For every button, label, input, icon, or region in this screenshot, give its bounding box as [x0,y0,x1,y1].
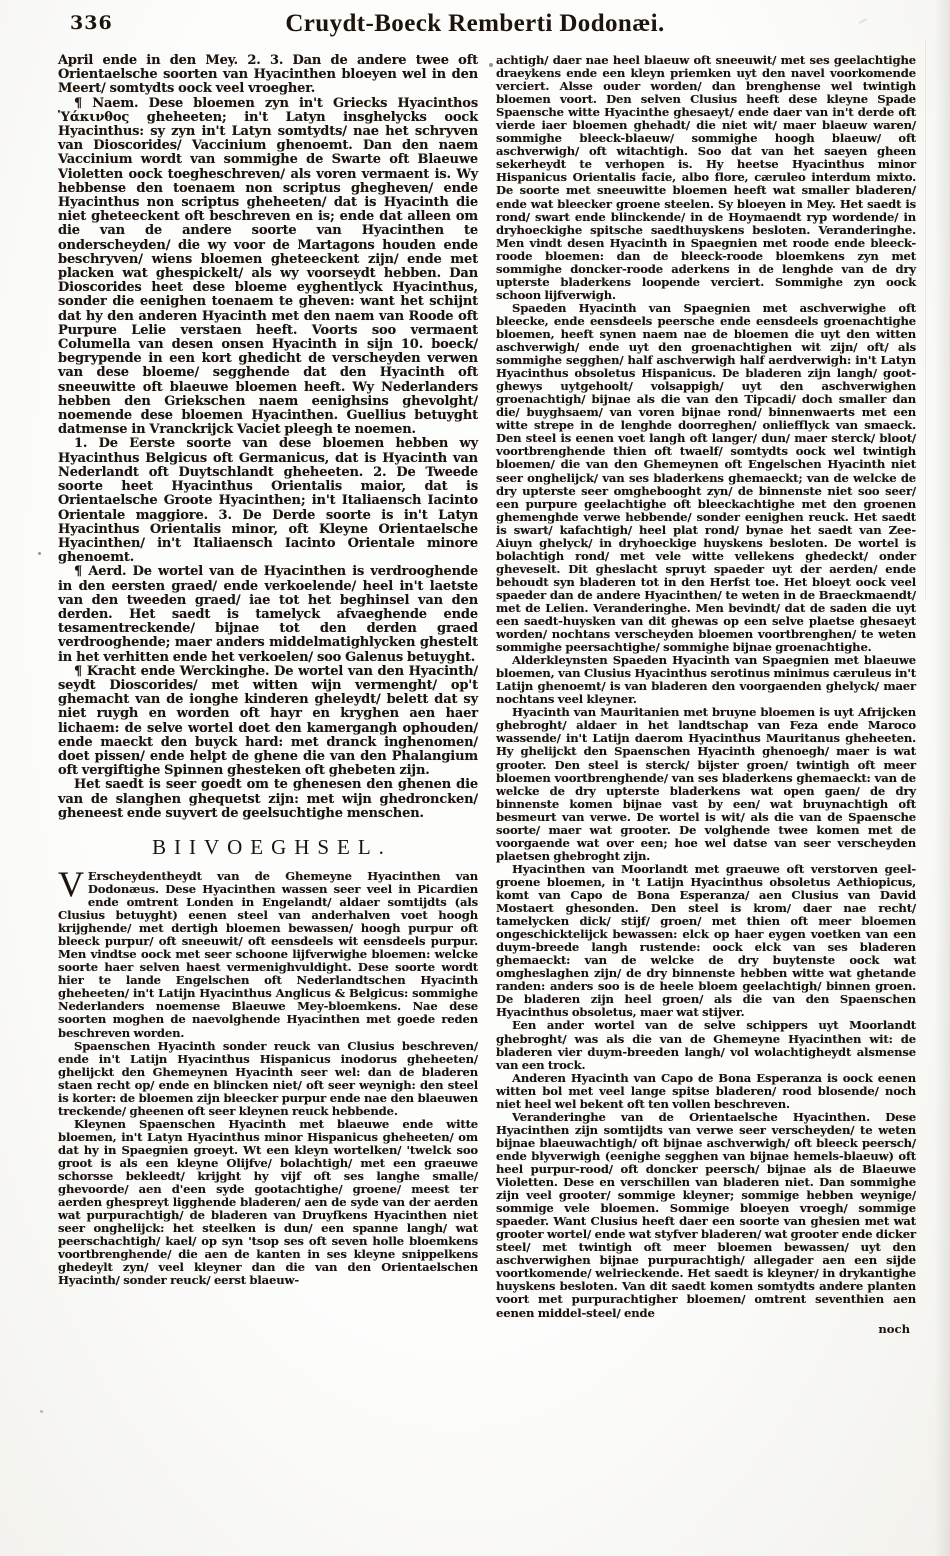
page-fold-line [925,40,926,600]
section-heading-biivoeghsel: BIIVOEGHSEL. [152,834,392,859]
supplement-paragraph-kleynen: Kleynen Spaenschen Hyacinth met blaeuwe ende witte bloemen, in't Latyn Hyacinthus minor Hispanicus gheheeten/ om dat hy in Spaegnien groeyt. Wt een kleyn wortelken/ 'twelck soo groot is als een kleyne Olijfve/ bolachtigh/ met een graeuwe schorsse bekleedt/ krijght hy vijf oft ses langhe smalle/ ghevoorde/ aen d'een syde gootachtighe/ groene/ meest ter aerden ghespreyt ligghende bladeren/ aen de syde van der aerden wat purpurachtigh/ de bladeren van Druyfkens Hyacinthen niet seer onghelijck: het steelken is dun/ een spanne langh/ wat peerschachtigh/ kael/ op syn 'tsop ses oft seven holle bloemkens voortbrenghende/ die aen de kanten in ses kleyne snippelkens ghedeylt zyn/ veel kleyner dan die van den Orientaelschen Hyacinth/ sonder reuck/ eerst blaeuw- [58,1116,478,1288]
left-column [58,54,478,1336]
right-paragraph-alderkleynsten: Alderkleynsten Spaeden Hyacinth van Spaegnien met blaeuwe bloemen, van Clusius Hyacinthus serotinus minimus cæruleus in't Latijn ghenoemt/ is van bladeren den voorgaenden ghelyck/ maer nochtans veel kleyner. [496,653,916,707]
right-paragraph-mauritanien: Hyacinth van Mauritanien met bruyne bloemen is uyt Afrijcken ghebroght/ aldaer in het landtschap van Feza ende Maroco wassende/ in't Latijn daerom Hyacinthus Mauritanus gheheeten. Hy ghelijckt den Spaenschen Hyacinth ghenoegh/ maer is wat grooter. Den steel is sterck/ bijster groen/ twintigh oft meer bloemen voortbrenghende/ van ses bladerkens ghemaeckt: van de welcke de dry upterste bladerkens wat open gaen/ de dry binnenste komen bijnae vast by een/ wat bruynachtigh oft besmeurt van verwe. De wortel is wit/ als die van de Spaensche soorte/ maer wat grooter. De volghende twee komen met de voorgaende wat over een; hoe wel datse van seer verscheyden plaetsen ghebroght zijn. [496,705,916,863]
ink-speck [38,552,41,555]
left-supplement-text [58,863,478,1288]
supplement-paragraph-verscheydentheydt [58,863,478,1040]
ink-speck [489,63,493,67]
catchword: noch [878,1321,910,1336]
supplement-paragraph-spaenschen: Spaenschen Hyacinth sonder reuck van Clusius beschreven/ ende in't Latijn Hyacinthus Hispanicus inodorus gheheeten/ ghelijckt den Ghemeynen Hyacinth seer wel: dan de bladeren staen recht op/ ende en blincken niet/ oft seer weynigh: den steel is korter: de bloemen zijn bleecker purpur ende nae den blaeuwen treckende/ gheenen oft seer kleynen reuck hebbende. [58,1038,478,1118]
right-paragraph-ander-wortel: Een ander wortel van de selve schippers uyt Moorlandt ghebroght/ was als die van de Ghemeyne Hyacinthen wit: de bladeren vier duym-breeden langh/ vol wolachtigheydt alsmense van een trock. [496,1018,916,1072]
main-paragraph-kracht: ¶ Kracht ende Werckinghe. De wortel van den Hyacinth/ seydt Dioscorides/ met witten wijn vermenght/ op't ghemacht van de ionghe kinderen gheleydt/ belett dat sy niet ruygh en worden oft hayr en kryghen aen haer lichaem: de selve wortel doet den kamergangh ophouden/ ende maeckt den buyck hard: met dranck inghenomen/ doet pissen/ ende helpt de ghene die van den Phalangium oft vergiftighe Spinnen ghesteken oft ghebeten zijn. [58,663,478,779]
main-paragraph-naem: ¶ Naem. Dese bloemen zyn in't Griecks Hyacinthos Ὑάκινθος gheheeten; in't Latyn insghelycks oock Hyacinthus: sy zyn in't Latyn somtydts/ nae het schryven van Dioscorides/ Vaccinium ghenoemt. Dan den naem Vaccinium wordt van sommighe de Swarte oft Blaeuwe Violetten oock toegheschreven/ als voren vermaent is. Wy hebbense den toenaem non scriptus ghegheven/ ende Hyacinthus non scriptus gheheeten/ dat is Hyacinth die niet gheteeckent oft beschreven en is; ende dat alleen om die van de andere soorte van Hyacinthen te onderscheyden/ die wy voor de Martagons houden ende beschryven/ wiens bloemen gheteeckent zijn/ ende met placken wat ghespickelt/ als wy voorseydt hebben. Dan Dioscorides heet dese bloeme eyghentlyck Hyacinthus, sonder die eenighen toenaem te gheven: want het schijnt dat hy den anderen Hyacinth met den naem van Roode oft Purpure Lelie verstaen heeft. Voorts soo vermaent Columella van desen onsen Hyacinth in sijn 10. boeck/ begrypende in een kort ghedicht de verscheyden verwen van dese bloeme/ segghende dat den Hyacinth oft sneeuwitte oft blaeuwe bloemen heeft. Wy Nederlanders hebben den Griekschen naem eenighsins ghevolght/ noemende dese bloemen Hyacinthen. Guellius betuyght datmense in Vranckrijck Vaciet pleegh te noemen. [58,95,478,438]
ink-speck [40,1410,43,1413]
right-column [496,54,916,1336]
page-header [0,0,950,50]
running-title: Cruydt-Boeck Remberti Dodonæi. [285,10,665,37]
right-paragraph: achtigh/ daer nae heel blaeuw oft sneeuwit/ met ses geelachtighe draeykens ende een kleyn priemken uyt den navel voorkomende verciert. Alsse ouder worden/ dan brenghense wel twintigh bloemen voort. Den selven Clusius heeft dese kleyne Spade Spaensche witte Hyacinthe ghesaeyt/ ende daer van in't derde oft vierde iaer bloemen ghehadt/ die niet wit/ maer blaeuw waren/ sommighe bleeck-blaeuw/ sommighe hoogh blaeuw/ oft aschverwigh/ oft witachtigh. Soo dat van het saeyen gheen sekerheydt te verhopen is. Hy heetse Hyacinthus minor Hispanicus Orientalis facie, albo flore, cæruleo interdum mixto. De soorte met sneeuwitte bloemen heeft wat smaller bladeren/ ende wat bleecker groene steelen. Sy bloeyen in Mey. Het saedt is rond/ swart ende blinckende/ in de Hoymaendt ryp wordende/ in dryhoeckighe spitsche saedthuyskens besloten. Veranderinghe. Men vindt desen Hyacinth in Spaegnien met roode ende bleeck-roode bloemen: dan de bleeck-roode bloemkens zyn met sommighe doncker-roode aderkens in de lenghde van de dry upterste bladerkens loopende verciert. Sommighe zyn oock schoon lijfverwigh. [496,53,916,302]
right-paragraph-moorlandt: Hyacinthen van Moorlandt met graeuwe oft verstorven geel-groene bloemen, in 't Latijn Hyacinthus obsoletus Aethiopicus, komt van Capo de Bona Esperanza/ aen Clusius van David Mostaert ghesonden. Den steel is krom/ daer nae recht/ tamelycken dick/ stijf/ groen/ met thien oft meer bloemen ongeschicktelijck bewassen: elck op haer eygen voetken van een duym-breede langh rustende: oock elck van ses bladeren ghemaeckt: van de welcke de dry buytenste oock wat omgheslaghen zijn/ de dry binnenste hebben witte wat ghetande randen: anders soo is de heele bloem geelachtigh/ binnen groen. De bladeren zijn heel groen/ als die van den Spaenschen Hyacinthus obsoletus, maer wat stijver. [496,861,916,1020]
text-columns [0,50,950,1336]
main-paragraph-saedt: Het saedt is seer goedt om te ghenesen den ghenen die van de slanghen ghequetst zijn: met wijn ghedroncken/ gheneest ende suyvert de geelsuchtighe menschen. [58,777,478,821]
right-paragraph-veranderinghe: Veranderinghe van de Orientaelsche Hyacinthen. Dese Hyacinthen zijn somtijdts van verwe seer verscheyden/ te weten bijnae blaeuwachtigh/ oft bijnae aschverwigh/ oft bleeck peersch/ ende blyverwigh (eenighe segghen van bijnae hemels-blaeuw) oft heel purpur-rood/ oft doncker peersch/ bijnae als de Blaeuwe Violetten. Dese en verschillen van bladeren niet. Dan sommighe zijn veel grooter/ sommige kleyner; sommige hebben weynige/ sommige vele bloemen. Sommige bloeyen vroegh/ sommige spaeder. Want Clusius heeft daer een soorte van ghesien met wat grooter wortel/ ende wat styfver bladeren/ wat grooter ende dicker steel/ met twintigh oft meer bloemen bewassen/ uyt den aschverwighen bijnae purpurachtigh/ allegader aen een sijde voortkomende/ welrieckende. Het saedt is kleyner/ in drykantighe huyskens besloten. Van dit saedt komen somtydts andere planten voort met purpurachtigher bloemen/ omtrent seventhien aen eenen middel-steel/ ende [496,1109,916,1320]
main-paragraph-soorten: 1. De Eerste soorte van dese bloemen hebben wy Hyacinthus Belgicus oft Germanicus, dat is Hyacinth van Nederlandt oft Duytschlandt gheheeten. 2. De Tweede soorte heet Hyacinthus Orientalis maior, dat is Orientaelsche Groote Hyacinthen; in't Italiaensch Iacinto Orientale maggiore. 3. De Derde soorte is in't Latyn Hyacinthus Orientalis minor, oft Kleyne Orientaelsche Hyacinthen/ in't Italiaensch Iacinto Orientale minore ghenoemt. [58,436,478,566]
main-paragraph: April ende in den Mey. 2. 3. Dan de andere twee oft Orientaelsche soorten van Hyacinthen bloeyen wel in den Meert/ somtydts oock veel vroegher. [58,53,478,97]
ink-speck [906,100,909,102]
right-paragraph-capo: Anderen Hyacinth van Capo de Bona Esperanza is oock eenen witten bol met veel lange spitse bladeren/ rood blosende/ noch niet heel wel bekent oft ten vollen beschreven. [496,1070,916,1111]
left-main-text [58,54,478,821]
supplement-paragraph-text: Erscheydentheydt van de Ghemeyne Hyacinthen van Dodonæus. Dese Hyacinthen wassen seer veel in Picardien ende omtrent Londen in Engelandt/ aldaer somtijdts (als Clusius betuyght) eenen steel van anderhalven voet hoogh krijghende/ met dertigh bloemen bewassen/ hoogh purpur oft bleeck purpur/ oft sneeuwit/ oft eensdeels wit eensdeels purpur. Men vindtse oock met seer schoone lijfverwighe bloemen: welcke soorte haer selven haest vermenighvuldight. Dese soorte wordt hier te lande Engelschen oft Nederlandtschen Hyacinth gheheeten/ in't Latijn Hyacinthus Anglicus & Belgicus: sommighe Nederlanders noemense Blaeuwe Mey-bloemkens. Nae dese soorten moghen de naevolghende Hyacinthen met goede reden beschreven worden. [58,868,478,1040]
drop-cap-initial: V [58,863,84,904]
main-paragraph-aerd: ¶ Aerd. De wortel van de Hyacinthen is verdrooghende in den eersten graed/ ende verkoelende/ heel in't laetste van den tweeden graed/ iae tot het beghinsel van den derden. Het saedt is tamelyck afvaeghende ende tesamentreckende/ bijnae tot den derden graed verdrooghende; maer anders middelmatighlycken ghestelt in het verhitten ende het verkoelen/ soo Galenus betuyght. [58,564,478,665]
right-paragraph-spaeden: Spaeden Hyacinth van Spaegnien met aschverwighe oft bleecke, ende eensdeels peersche ende eensdeels groenachtighe bloemen, heeft synen naem nae de bloemen die uyt den witten aschverwigh/ ende uyt den groenachtighen wit zijn/ oft/ als sommighe segghen/ half aschverwigh half aerdverwigh: in't Latyn Hyacinthus obsoletus Hispanicus. De bladeren zijn langh/ goot-ghewys uytgehoolt/ volsappigh/ uyt den aschverwighen groenachtigh/ bijnae als die van den Tipcadi/ doch smaller dan die/ buyghsaem/ van voren bijnae rond/ binnenwaerts met een witte strepe in de lenghde doorreghen/ onliefflyck van smaeck. Den steel is eenen voet langh oft langer/ dun/ maer sterck/ bloot/ voortbrenghende thien oft twaelf/ somtydts oock wel twintigh bloemen/ die van den Ghemeynen oft Engelschen Hyacinth niet seer onghelijck/ van ses bladerkens ghemaeckt; van de welcke de dry upterste seer omghebooght zyn/ de binnenste niet soo seer/ een purpure geelachtighe oft bleeckachtighe met den groenen ghemenghde verwe hebbende/ sonder eenighen reuck. Het saedt is swart/ kafachtigh/ heel plat rond/ bynae het saedt van Zee-Aiuyn ghelyck/ in dryhoeckige huyskens besloten. De wortel is bolachtigh rond/ met vele witte vellekens ghedeckt/ onder gheveselt. Dit gheslacht spruyt spaeder uyt der aerden/ ende behoudt syn bladeren tot in den Herfst toe. Het bloeyt oock veel spaeder dan de andere Hyacinthen/ te weten in de Braeckmaendt/ met de Lelien. Veranderinghe. Men bevindt/ dat de saden die uyt een saedt-huysken van dit ghewas op een selve plaetse ghesaeyt worden/ nochtans verscheyden bloemen voortbrenghen/ te weten sommighe peersachtighe/ sommighe bijnae groenachtighe. [496,300,916,655]
page-number: 336 [70,12,113,34]
